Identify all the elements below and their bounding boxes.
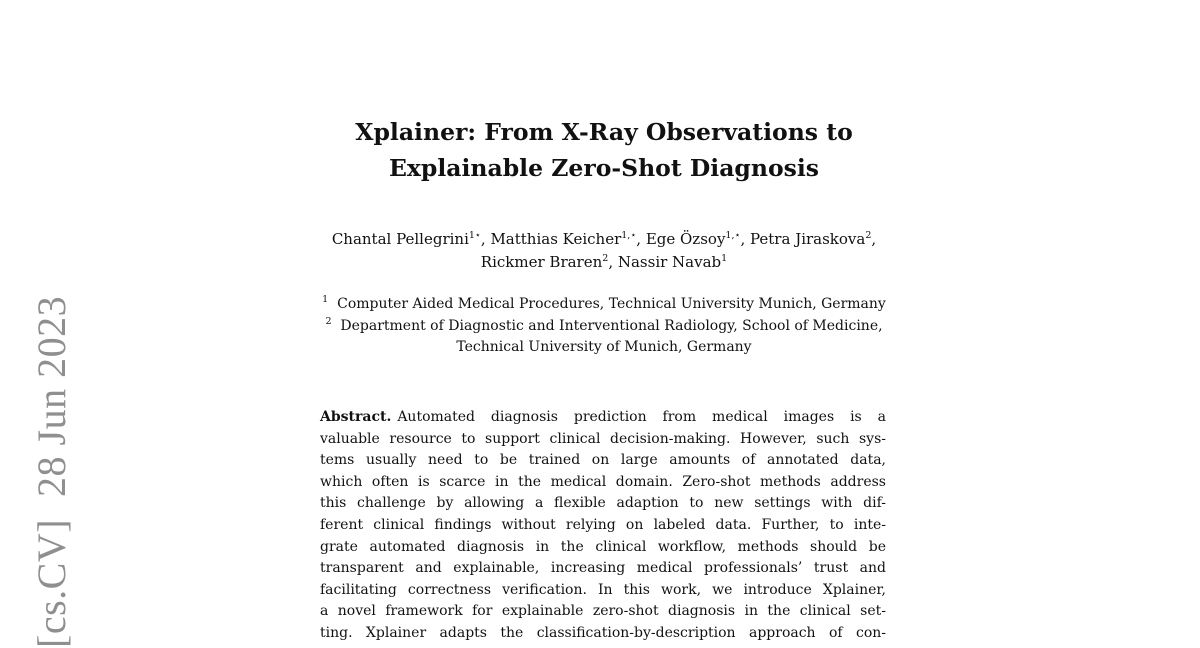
author-affiliation-mark: 1 [721,253,728,264]
abstract-line: grate automated diagnosis in the clinical workflow, methods should be [320,538,886,555]
affiliation-text: Technical University of Munich, Germany [456,339,752,355]
author-name: Nassir Navab [617,253,722,271]
author-separator: , [740,230,750,248]
author-separator: , [480,230,491,248]
author-separator: , [608,253,618,271]
author-affiliation-mark: 1⋆ [468,230,481,241]
arxiv-watermark [28,296,75,648]
author-name: Matthias Keicher [490,230,622,248]
abstract [320,407,886,645]
abstract-line: a novel framework for explainable zero-shot diagnosis in the clinical set- [320,603,886,620]
author-line-2 [240,251,968,274]
affiliation-number: 2 [325,315,332,327]
abstract-line: this challenge by allowing a flexible adaption to new settings with dif- [320,495,886,512]
affiliation-number: 1 [322,294,329,305]
author-name: Chantal Pellegrini [331,230,469,248]
affiliation-line [240,337,968,359]
author-affiliation-mark: 2 [865,230,872,241]
abstract-line: facilitating correctness verification. In this work, we introduce Xplainer, [320,581,886,598]
abstract-line: tems usually need to be trained on large amounts of annotated data, [320,452,886,469]
author-affiliation-mark: 2 [602,253,609,264]
author-separator: , [636,230,646,248]
abstract-text: Automated diagnosis prediction from medical images is a [397,409,886,425]
author-name: Petra Jiraskova [749,230,866,248]
affiliation-text: Computer Aided Medical Procedures, Technical University Munich, Germany [337,296,886,312]
author-separator: , [871,230,877,248]
abstract-line: ting. Xplainer adapts the classification-by-description approach of con- [320,624,886,641]
abstract-line: valuable resource to support clinical decision-making. However, such sys- [320,430,886,447]
author-affiliation-mark: 1,⋆ [621,230,637,241]
arxiv-date: 28 Jun 2023 [29,295,74,497]
abstract-line: which often is scarce in the medical domain. Zero-shot methods address [320,473,886,490]
affiliation-line [240,294,968,316]
affiliation-line [240,316,968,338]
abstract-heading: Abstract. [320,409,392,425]
author-name: Rickmer Braren [480,253,603,271]
paper-title [240,114,968,186]
affiliation-text: Department of Diagnostic and Interventional Radiology, School of Medicine, [340,317,883,334]
author-list [240,228,968,274]
author-affiliation-mark: 1,⋆ [725,230,741,241]
abstract-line: transparent and explainable, increasing medical professionals’ trust and [320,560,886,577]
abstract-line: ferent clinical findings without relying on labeled data. Further, to inte- [320,516,886,533]
abstract-line [320,407,886,429]
title-line-2: Explainable Zero-Shot Diagnosis [388,154,820,182]
arxiv-category: [cs.CV] [29,518,74,648]
title-line-1: Xplainer: From X-Ray Observations to [355,118,853,146]
author-line-1 [240,228,968,251]
author-name: Ege Özsoy [645,230,726,248]
affiliation-list [240,294,968,359]
